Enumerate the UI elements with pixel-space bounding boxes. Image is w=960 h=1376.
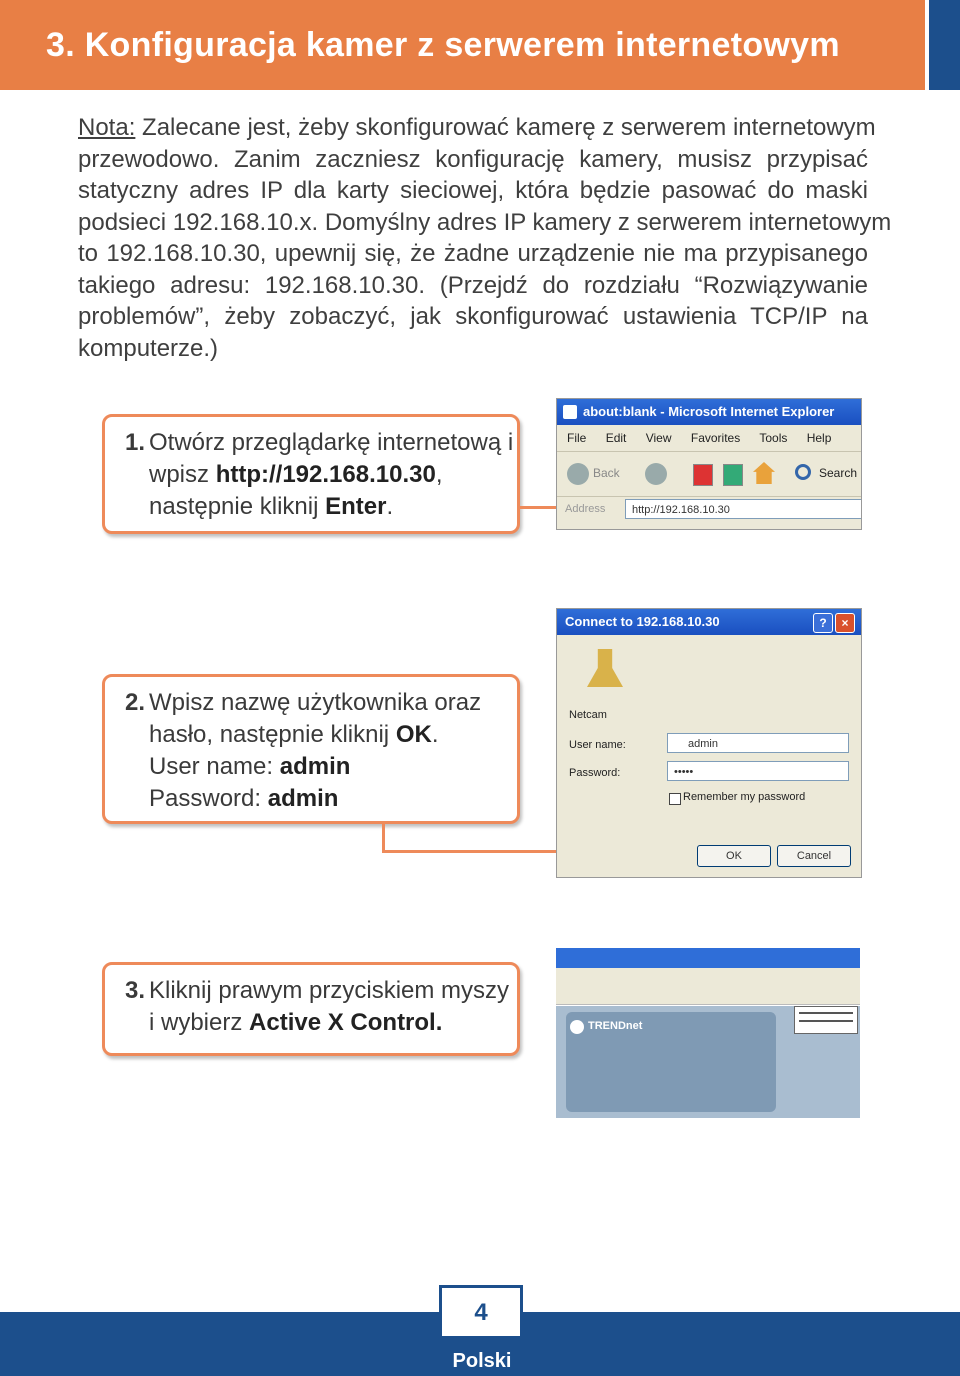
- close-icon[interactable]: ×: [835, 613, 855, 633]
- step-1-box: [102, 414, 520, 534]
- page-number: 4: [439, 1285, 523, 1339]
- remember-checkbox[interactable]: [669, 793, 681, 805]
- step-3-line-1: Kliknij prawym przyciskiem myszy: [149, 977, 510, 1004]
- refresh-icon[interactable]: [723, 464, 743, 486]
- step-3-box: [102, 962, 520, 1056]
- stop-icon[interactable]: [693, 464, 713, 486]
- menu-tools[interactable]: Tools: [759, 431, 788, 445]
- browser-toolbar: [556, 986, 860, 1005]
- trendnet-logo-icon: [570, 1020, 584, 1034]
- trendnet-logo: TRENDnet: [588, 1020, 643, 1032]
- step-3-number: 3.: [125, 977, 146, 1004]
- password-input[interactable]: •••••: [667, 761, 849, 781]
- step-2-line-2: hasło, następnie kliknij OK.: [149, 721, 439, 748]
- dialog-titlebar: Connect to 192.168.10.30 ? ×: [557, 609, 861, 635]
- step-2-line-4: Password: admin: [149, 785, 339, 812]
- login-dialog-screenshot: [556, 608, 862, 878]
- note-line-2: przewodowo. Zanim zaczniesz konfigurację kamery, musisz przypisać: [78, 145, 868, 173]
- ie-screenshot: [556, 398, 862, 530]
- menu-edit[interactable]: Edit: [605, 431, 627, 445]
- address-label: Address: [565, 503, 606, 515]
- ok-button[interactable]: OK: [697, 845, 771, 867]
- cancel-button[interactable]: Cancel: [777, 845, 851, 867]
- user-label: User name:: [569, 739, 626, 751]
- menu-help[interactable]: Help: [806, 431, 832, 445]
- language-label: Polski: [452, 1350, 512, 1372]
- browser-menu: [556, 968, 860, 986]
- step-2-connector-vertical: [382, 824, 385, 852]
- step-1-line-2: wpisz http://192.168.10.30,: [149, 461, 443, 488]
- ie-titlebar: about:blank - Microsoft Internet Explorer: [557, 399, 861, 425]
- note-line-3: statyczny adres IP dla karty sieciowej, która będzie pasować do maski: [78, 177, 868, 204]
- note-paragraph: [78, 112, 892, 364]
- note-line-1: Nota: Zalecane jest, żeby skonfigurować kamerę z serwerem internetowym: [78, 114, 876, 141]
- search-icon[interactable]: [795, 464, 811, 480]
- step-2-box: [102, 674, 520, 824]
- home-icon[interactable]: [753, 462, 775, 484]
- step-1-line-3: następnie kliknij Enter.: [149, 493, 394, 520]
- step-2-line-1: Wpisz nazwę użytkownika oraz: [149, 689, 482, 716]
- step-3-line-2: i wybierz Active X Control.: [149, 1009, 443, 1036]
- context-menu[interactable]: [794, 1006, 858, 1034]
- menu-file[interactable]: File: [567, 431, 587, 445]
- keys-icon: [587, 649, 623, 687]
- page-title: 3. Konfiguracja kamer z serwerem internetowym: [46, 26, 840, 64]
- password-label: Password:: [569, 767, 621, 779]
- ie-toolbar: [557, 452, 861, 497]
- header-tab: [929, 0, 960, 90]
- back-icon[interactable]: [567, 463, 589, 485]
- trendnet-screenshot: [556, 948, 860, 1118]
- help-icon[interactable]: ?: [813, 613, 833, 633]
- note-line-4: podsieci 192.168.10.x. Domyślny adres IP kamery z serwerem internetowym: [78, 208, 892, 236]
- ie-window-icon: [563, 405, 577, 419]
- step-1-number: 1.: [125, 429, 146, 456]
- note-line-8: komputerze.): [78, 334, 219, 362]
- browser-titlebar: [556, 948, 860, 968]
- menu-view[interactable]: View: [645, 431, 672, 445]
- forward-icon[interactable]: [645, 463, 667, 485]
- note-line-5: to 192.168.10.30, upewnij się, że żadne urządzenie nie ma przypisanego: [78, 240, 868, 267]
- step-1-line-1: Otwórz przeglądarkę internetową i: [149, 429, 514, 456]
- ie-menu-bar: [557, 425, 861, 452]
- note-line-6: takiego adresu: 192.168.10.30. (Przejdź do rozdziału “Rozwiązywanie: [78, 271, 868, 299]
- header-bar: [0, 0, 925, 90]
- address-field[interactable]: http://192.168.10.30: [625, 499, 862, 519]
- realm-text: Netcam: [569, 709, 607, 721]
- step-2-number: 2.: [125, 689, 146, 716]
- username-input[interactable]: admin: [667, 733, 849, 753]
- step-2-line-3: User name: admin: [149, 753, 351, 780]
- menu-favorites[interactable]: Favorites: [690, 431, 741, 445]
- back-label: Back: [593, 466, 620, 480]
- note-label: Nota:: [78, 114, 136, 141]
- remember-label: Remember my password: [683, 791, 806, 803]
- note-line-7: problemów”, żeby zobaczyć, jak skonfigurować ustawienia TCP/IP na: [78, 303, 868, 330]
- search-label: Search: [819, 466, 858, 480]
